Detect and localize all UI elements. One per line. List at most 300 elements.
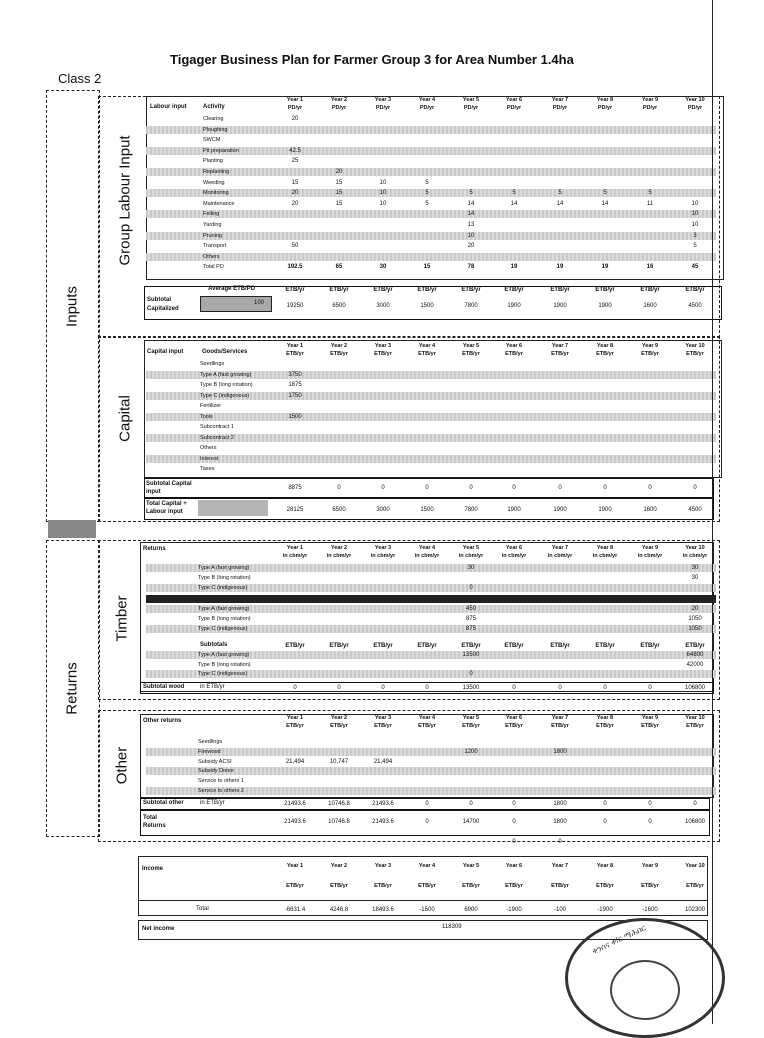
row-band — [146, 232, 716, 240]
etb-unit: ETB/yr — [461, 287, 481, 293]
row-label: Others — [200, 445, 217, 451]
row-value: 10 — [691, 211, 699, 218]
capital-col-input: Capital input — [147, 349, 184, 355]
etb-unit: ETB/yr — [504, 287, 524, 293]
other-label: Other — [113, 746, 131, 785]
row-label: Type A (fast growing) — [200, 371, 252, 378]
row-value: 15 — [335, 200, 343, 207]
year-unit: ETB/yr — [686, 723, 704, 729]
row-value: 1500 — [288, 413, 302, 420]
income-divider — [138, 900, 708, 901]
year-header: Year 7 — [551, 545, 569, 551]
subtotal-other-value: 0 — [512, 801, 516, 807]
year-unit: PD/yr — [597, 105, 613, 111]
right-margin-line — [712, 0, 713, 1024]
row-label: Type C (indigenous) — [198, 585, 248, 592]
capital-subtotal-label: Subtotal Capital input — [146, 481, 192, 495]
year-unit: ETB/yr — [596, 883, 614, 889]
subtotal-value: 1900 — [553, 303, 567, 309]
other-col-returns: Other returns — [143, 718, 182, 724]
row-value: 5 — [512, 190, 516, 197]
subtotal-value: 1900 — [598, 303, 612, 309]
timber-label: Timber — [113, 595, 131, 642]
income-total-value: -1900 — [597, 907, 613, 913]
year-header: Year 2 — [330, 343, 348, 349]
row-label: Replanting — [203, 169, 230, 175]
row-value: 20 — [291, 190, 299, 197]
etb-unit: ETB/yr — [550, 643, 570, 649]
row-value: 10 — [379, 200, 387, 207]
row-value: 20 — [691, 605, 699, 612]
total-return-value: 106800 — [684, 819, 706, 825]
total-value: 4500 — [688, 507, 702, 513]
etb-unit: ETB/yr — [461, 643, 481, 649]
year-header: Year 6 — [505, 863, 523, 869]
subtotal-value: 1900 — [507, 303, 521, 309]
year-unit: in cbm/yr — [682, 553, 708, 559]
total-return-value: 0 — [425, 819, 429, 825]
row-value: 19 — [601, 264, 609, 271]
row-value: 20 — [291, 116, 299, 122]
total-value: 1600 — [643, 507, 657, 513]
subtotal-value: 6500 — [332, 303, 346, 309]
year-header: Year 5 — [462, 97, 480, 103]
year-unit: ETB/yr — [330, 723, 348, 729]
income-total-value: -6631.4 — [284, 907, 306, 913]
row-label: Taxes — [200, 466, 215, 472]
subtotal-other-value: 0 — [603, 801, 607, 807]
row-value: 45 — [691, 264, 699, 271]
year-unit: ETB/yr — [505, 351, 523, 357]
year-unit: in cbm/yr — [370, 553, 396, 559]
subtotal-wood-value: 0 — [425, 685, 429, 691]
year-header: Year 10 — [685, 715, 705, 721]
row-label: Fertilizer — [200, 403, 222, 409]
row-value: 1050 — [688, 626, 702, 633]
row-value: 10 — [691, 200, 699, 207]
subtotal-value: 3000 — [376, 303, 390, 309]
year-unit: ETB/yr — [551, 723, 569, 729]
year-unit: ETB/yr — [418, 723, 436, 729]
row-value: 13500 — [462, 652, 480, 658]
row-label: Type A (fast growing) — [198, 605, 250, 612]
row-band — [146, 455, 716, 463]
average-etb-value: 100 — [254, 300, 265, 306]
row-label: Service to others 1 — [198, 778, 244, 785]
etb-unit: ETB/yr — [329, 287, 349, 293]
total-value: 28125 — [286, 507, 304, 513]
row-label: Subsidy ACSI — [198, 758, 232, 765]
row-label: Service to others 2 — [198, 788, 244, 794]
income-total-value: 18493.6 — [372, 907, 394, 913]
total-value: 1900 — [507, 507, 521, 513]
total-return-value: 10746.8 — [328, 819, 350, 825]
year-unit: in cbm/yr — [547, 553, 573, 559]
subtotal-wood-value: 0 — [512, 685, 516, 691]
row-value: 14 — [556, 200, 564, 207]
year-header: Year 6 — [505, 97, 523, 103]
subtotal-other-value: 0 — [648, 801, 652, 807]
page-title: Tigager Business Plan for Farmer Group 3 for Area Number 1.4ha — [170, 52, 574, 67]
row-value: 15 — [291, 179, 299, 186]
year-unit: ETB/yr — [462, 351, 480, 357]
row-label: Others — [203, 253, 220, 260]
labour-col-activity: Activity — [203, 104, 225, 110]
year-header: Year 3 — [374, 863, 392, 869]
total-return-value: 21493.6 — [372, 819, 394, 825]
row-value: 11 — [646, 200, 654, 207]
year-unit: ETB/yr — [374, 351, 392, 357]
year-header: Year 9 — [641, 715, 659, 721]
year-unit: ETB/yr — [462, 883, 480, 889]
row-value: 14 — [510, 200, 518, 207]
year-header: Year 8 — [596, 863, 614, 869]
row-value: 30 — [691, 565, 699, 571]
year-unit: ETB/yr — [286, 883, 304, 889]
row-value: 50 — [291, 243, 299, 250]
year-header: Year 2 — [330, 863, 348, 869]
income-total-value: -1600 — [642, 907, 658, 913]
income-total-value: 102300 — [684, 907, 706, 913]
row-value: 10,747 — [329, 758, 349, 765]
year-header: Year 7 — [551, 715, 569, 721]
year-unit: ETB/yr — [286, 351, 304, 357]
year-unit: in cbm/yr — [414, 553, 440, 559]
row-label: Tools — [200, 413, 213, 420]
net-income-value: 118309 — [442, 924, 462, 930]
year-header: Year 4 — [418, 545, 436, 551]
row-value: 5 — [558, 190, 562, 197]
row-value: 19 — [556, 264, 564, 271]
subtotal-wood-value: 0 — [558, 685, 562, 691]
subtotal-other-value: 0 — [469, 801, 473, 807]
subtotal-value: 0 — [425, 485, 429, 491]
year-header: Year 1 — [286, 863, 304, 869]
row-value: 65 — [335, 264, 343, 271]
year-header: Year 9 — [641, 343, 659, 349]
etb-unit: ETB/yr — [595, 643, 615, 649]
row-value: 3 — [693, 232, 697, 239]
returns-label: Returns — [63, 662, 81, 715]
capital-col-goods: Goods/Services — [202, 349, 248, 355]
after-total-value: 0 — [512, 839, 516, 845]
row-value: 13 — [467, 222, 475, 228]
year-header: Year 2 — [330, 545, 348, 551]
year-unit: in cbm/yr — [326, 553, 352, 559]
row-label: Type A (fast growing) — [198, 565, 250, 571]
row-label: Seedlings — [198, 739, 223, 745]
row-value: 20 — [335, 169, 343, 175]
row-value: 0 — [469, 671, 473, 677]
total-value: 1900 — [598, 507, 612, 513]
year-unit: PD/yr — [642, 105, 658, 111]
row-value: 5 — [693, 243, 697, 250]
row-label: Type B (long rotation) — [200, 382, 253, 388]
row-value: 30 — [691, 575, 699, 582]
row-label: Type C (indigenous) — [198, 626, 248, 633]
row-label: Monitoring — [203, 190, 229, 197]
year-header: Year 4 — [418, 97, 436, 103]
average-etb-label: Average ETB/PD — [208, 286, 256, 292]
row-value: 14 — [467, 200, 475, 207]
row-label: SWCM — [203, 137, 221, 144]
subtotal-wood-value: 13500 — [462, 685, 480, 691]
row-value: 21,494 — [373, 758, 393, 765]
subtotal-wood-value: 0 — [337, 685, 341, 691]
total-return-value: 0 — [512, 819, 516, 825]
year-header: Year 5 — [462, 863, 480, 869]
row-value: 15 — [423, 264, 431, 271]
etb-unit: ETB/yr — [417, 643, 437, 649]
year-unit: in cbm/yr — [458, 553, 484, 559]
total-return-value: 14700 — [462, 819, 480, 825]
subtotal-wood-value: 106800 — [684, 685, 706, 691]
year-header: Year 6 — [505, 545, 523, 551]
row-value: 10 — [379, 190, 387, 197]
row-band — [146, 126, 716, 134]
year-unit: ETB/yr — [330, 351, 348, 357]
row-label: Type C (indigenous) — [200, 392, 250, 399]
year-header: Year 8 — [596, 343, 614, 349]
row-value: 30 — [467, 565, 475, 571]
labour-col-input: Labour input — [150, 104, 187, 110]
etb-unit: ETB/yr — [640, 287, 660, 293]
year-header: Year 9 — [641, 97, 659, 103]
etb-unit: ETB/yr — [550, 287, 570, 293]
total-returns-label: Total Returns — [143, 815, 166, 829]
year-unit: ETB/yr — [596, 723, 614, 729]
subtotal-other-value: 10746.8 — [328, 801, 350, 807]
subtotal-value: 0 — [512, 485, 516, 491]
year-unit: PD/yr — [687, 105, 703, 111]
etb-unit: ETB/yr — [373, 287, 393, 293]
row-label: Interest — [200, 455, 219, 462]
year-unit: ETB/yr — [686, 351, 704, 357]
row-value: 25 — [291, 158, 299, 165]
row-band — [146, 168, 716, 176]
subtotal-value: 4500 — [688, 303, 702, 309]
row-value: 15 — [335, 190, 343, 197]
inputs-label: Inputs — [63, 286, 81, 327]
year-unit: ETB/yr — [505, 883, 523, 889]
year-header: Year 4 — [418, 863, 436, 869]
row-value: 1875 — [288, 382, 302, 388]
row-label: Subcontract 1 — [200, 424, 234, 430]
row-value: 14 — [601, 200, 609, 207]
income-total-value: -1500 — [419, 907, 435, 913]
capital-total-shade — [198, 500, 268, 516]
row-label: Type B (long rotation) — [198, 575, 251, 582]
row-label: Type C (indigenous) — [198, 671, 248, 677]
year-unit: ETB/yr — [641, 351, 659, 357]
subtotal-wood-value: 0 — [381, 685, 385, 691]
row-label: Planting — [203, 158, 223, 165]
year-header: Year 9 — [641, 863, 659, 869]
year-unit: PD/yr — [463, 105, 479, 111]
etb-unit: ETB/yr — [640, 643, 660, 649]
year-unit: ETB/yr — [686, 883, 704, 889]
year-header: Year 7 — [551, 863, 569, 869]
year-unit: ETB/yr — [505, 723, 523, 729]
subtotal-value: 19250 — [286, 303, 304, 309]
income-total-value: -1900 — [506, 907, 522, 913]
row-value: 5 — [425, 190, 429, 197]
row-value: 14 — [467, 211, 475, 218]
year-header: Year 8 — [596, 715, 614, 721]
year-header: Year 8 — [596, 545, 614, 551]
subtotal-value: 0 — [603, 485, 607, 491]
subtotal-wood-value: 0 — [603, 685, 607, 691]
subtotal-other-label: Subtotal other — [143, 800, 184, 806]
year-header: Year 4 — [418, 343, 436, 349]
subtotal-wood-unit: in ETB/yr — [200, 684, 225, 690]
total-value: 1900 — [553, 507, 567, 513]
subtotal-value: 0 — [693, 485, 697, 491]
subtotal-value: 1600 — [643, 303, 657, 309]
subtotal-value: 7800 — [464, 303, 478, 309]
row-label: Type A (fast growing) — [198, 652, 250, 658]
total-value: 7800 — [464, 507, 478, 513]
total-value: 1500 — [420, 507, 434, 513]
income-total-value: 4246.8 — [329, 907, 349, 913]
year-header: Year 2 — [330, 715, 348, 721]
row-value: 1050 — [688, 616, 702, 622]
subtotal-value: 0 — [469, 485, 473, 491]
row-value: 10 — [467, 232, 475, 239]
row-label: Pit preparation — [203, 147, 239, 154]
subtotal-other-unit: in ETB/yr — [200, 800, 225, 806]
row-value: 42000 — [686, 661, 704, 668]
year-header: Year 10 — [685, 97, 705, 103]
year-unit: PD/yr — [506, 105, 522, 111]
year-unit: ETB/yr — [330, 883, 348, 889]
row-value: 1750 — [288, 392, 302, 399]
income-total-value: 6900 — [464, 907, 478, 913]
row-label: Type B (long rotation) — [198, 616, 251, 622]
row-label: Subcontract 2 — [200, 434, 234, 441]
row-label: Total PD — [203, 264, 224, 271]
etb-unit: ETB/yr — [285, 287, 305, 293]
total-return-value: 0 — [603, 819, 607, 825]
etb-unit: ETB/yr — [685, 287, 705, 293]
subtotal-value: 1500 — [420, 303, 434, 309]
row-value: 1800 — [553, 748, 567, 755]
row-label: Felling — [203, 211, 220, 218]
subtotal-value: 0 — [381, 485, 385, 491]
row-value: 15 — [335, 179, 343, 186]
row-value: 20 — [467, 243, 475, 250]
after-total-value: 0 — [558, 839, 562, 845]
row-label: Firewood — [198, 748, 221, 755]
row-label: Maintenance — [203, 200, 235, 207]
row-band — [146, 210, 716, 218]
year-unit: in cbm/yr — [592, 553, 618, 559]
year-unit: ETB/yr — [551, 351, 569, 357]
year-unit: ETB/yr — [641, 883, 659, 889]
etb-unit: ETB/yr — [373, 643, 393, 649]
row-label: Pruning — [203, 232, 222, 239]
timber-subtotals-label: Subtotals — [200, 642, 228, 648]
year-header: Year 2 — [330, 97, 348, 103]
row-value: 64800 — [686, 652, 704, 658]
subtotal-value: 8875 — [288, 485, 302, 491]
row-band — [146, 413, 716, 421]
year-unit: PD/yr — [419, 105, 435, 111]
year-header: Year 7 — [551, 343, 569, 349]
class-label: Class 2 — [58, 71, 102, 86]
year-unit: in cbm/yr — [282, 553, 308, 559]
etb-unit: ETB/yr — [417, 287, 437, 293]
capital-label: Capital — [116, 395, 134, 442]
income-total-label: Total — [196, 906, 209, 912]
timber-col-returns: Returns — [143, 546, 166, 552]
year-header: Year 1 — [286, 715, 304, 721]
year-unit: ETB/yr — [374, 723, 392, 729]
etb-unit: ETB/yr — [329, 643, 349, 649]
subtotal-other-value: 0 — [693, 801, 697, 807]
year-header: Year 3 — [374, 545, 392, 551]
row-value: 5 — [603, 190, 607, 197]
group-labour-label: Group Labour Input — [116, 135, 134, 266]
subtotal-other-value: 0 — [425, 801, 429, 807]
row-value: 21,494 — [285, 758, 305, 765]
year-header: Year 8 — [596, 97, 614, 103]
subtotal-other-value: 21493.6 — [372, 801, 394, 807]
row-label: Yarding — [203, 222, 222, 228]
income-total-value: -100 — [553, 907, 566, 913]
row-value: 78 — [467, 264, 475, 271]
row-band — [146, 748, 716, 756]
row-value: 5 — [425, 200, 429, 207]
year-unit: PD/yr — [287, 105, 303, 111]
year-header: Year 3 — [374, 715, 392, 721]
row-band — [146, 253, 716, 261]
total-value: 6500 — [332, 507, 346, 513]
year-header: Year 1 — [286, 545, 304, 551]
year-header: Year 3 — [374, 97, 392, 103]
total-return-value: 21493.6 — [284, 819, 306, 825]
row-value: 0 — [469, 585, 473, 592]
year-unit: PD/yr — [331, 105, 347, 111]
capital-total-label: Total Capital + Labour input — [146, 501, 187, 515]
etb-unit: ETB/yr — [685, 643, 705, 649]
year-header: Year 1 — [286, 343, 304, 349]
year-header: Year 7 — [551, 97, 569, 103]
inputs-returns-separator — [48, 520, 96, 538]
row-value: 5 — [648, 190, 652, 197]
year-unit: in cbm/yr — [501, 553, 527, 559]
row-value: 10 — [379, 179, 387, 186]
subtotal-value: 0 — [648, 485, 652, 491]
row-label: Ploughing — [203, 126, 228, 133]
row-value: 19 — [510, 264, 518, 271]
net-income-label: Net income — [142, 926, 175, 932]
year-header: Year 10 — [685, 343, 705, 349]
year-header: Year 6 — [505, 343, 523, 349]
year-header: Year 9 — [641, 545, 659, 551]
stamp-text: ቀንሰና ቀ/ር ማሕበር — [590, 923, 648, 956]
income-label: Income — [142, 866, 164, 872]
subtotal-wood-value: 0 — [293, 685, 297, 691]
year-header: Year 4 — [418, 715, 436, 721]
year-unit: ETB/yr — [462, 723, 480, 729]
row-label: Type B (long rotation) — [198, 661, 251, 668]
row-label: Subsidy Donor — [198, 768, 235, 775]
year-unit: in cbm/yr — [637, 553, 663, 559]
row-value: 875 — [465, 616, 476, 622]
subtotal-other-value: 1800 — [553, 801, 567, 807]
labour-subtotal-label: Subtotal Capitalized — [147, 297, 179, 312]
